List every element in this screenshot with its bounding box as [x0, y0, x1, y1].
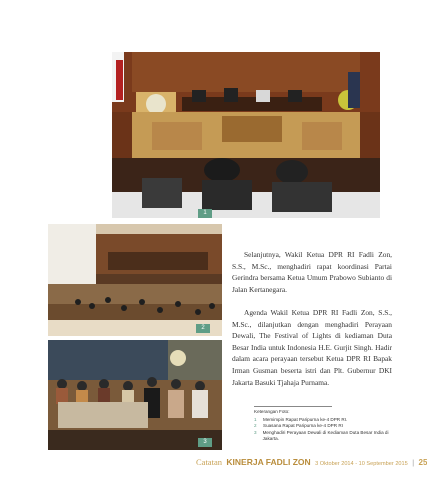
- captions-heading: Keterangan Foto:: [254, 409, 290, 414]
- footer-dates: 3 Oktober 2014 - 10 September 2015: [315, 461, 408, 467]
- caption-marker-icon: 2: [254, 423, 257, 429]
- footer-separator: |: [412, 460, 415, 467]
- article-body: [232, 249, 392, 400]
- photo-plenary-session: [112, 52, 380, 218]
- photo-diwali-celebration: [48, 340, 222, 450]
- caption-divider: [254, 406, 332, 407]
- caption-marker-icon: 1: [254, 416, 257, 422]
- footer-category: Catatan: [196, 457, 222, 467]
- article-paragraph: Selanjutnya, Wakil Ketua DPR RI Fadli Zon, S.S., M.Sc., menghadiri rapat koordinasi Partai Gerindra bersama Ketua Umum Prabowo Subianto di Jalan Kertanegara.: [232, 250, 392, 294]
- caption-text: Menghadiri Perayaan Dewali di Kediaman Duta Besar India di Jakarta.: [262, 429, 389, 442]
- caption-marker-icon: 3: [254, 429, 257, 435]
- footer-title: KINERJA FADLI ZON: [226, 457, 311, 467]
- photo-number-badge-1: 1: [198, 209, 212, 218]
- caption-text: Memimpin Rapat Paripurna ke-4 DPR RI.: [263, 416, 348, 422]
- page-number: 25: [418, 458, 427, 467]
- photo-number-badge-2: 2: [196, 324, 210, 333]
- photo-captions: [254, 409, 400, 443]
- photo-plenary-hall-wide: [48, 224, 222, 336]
- caption-item: [254, 430, 400, 443]
- article-paragraph: Agenda Wakil Ketua DPR RI Fadli Zon, S.S., M.Sc., dilanjutkan dengan menghadiri Perayaan Dewali, The Festival of Lights di kediaman Duta Besar India untuk Indonesia H.E. Gurjit Singh. Hadir dalam acara perayaan tersebut Ketua DPR RI Bapak Irman Gusman beserta istri dan Plt. Gubernur DKI Jakarta Basuki Tjahaja Purnama.: [232, 307, 392, 387]
- page-footer: [196, 452, 427, 467]
- caption-text: Suasana Rapat Paripurna ke-4 DPR RI: [263, 423, 343, 429]
- caption-item: [254, 417, 400, 424]
- photo-number-badge-3: 3: [198, 438, 212, 447]
- caption-item: [254, 423, 400, 430]
